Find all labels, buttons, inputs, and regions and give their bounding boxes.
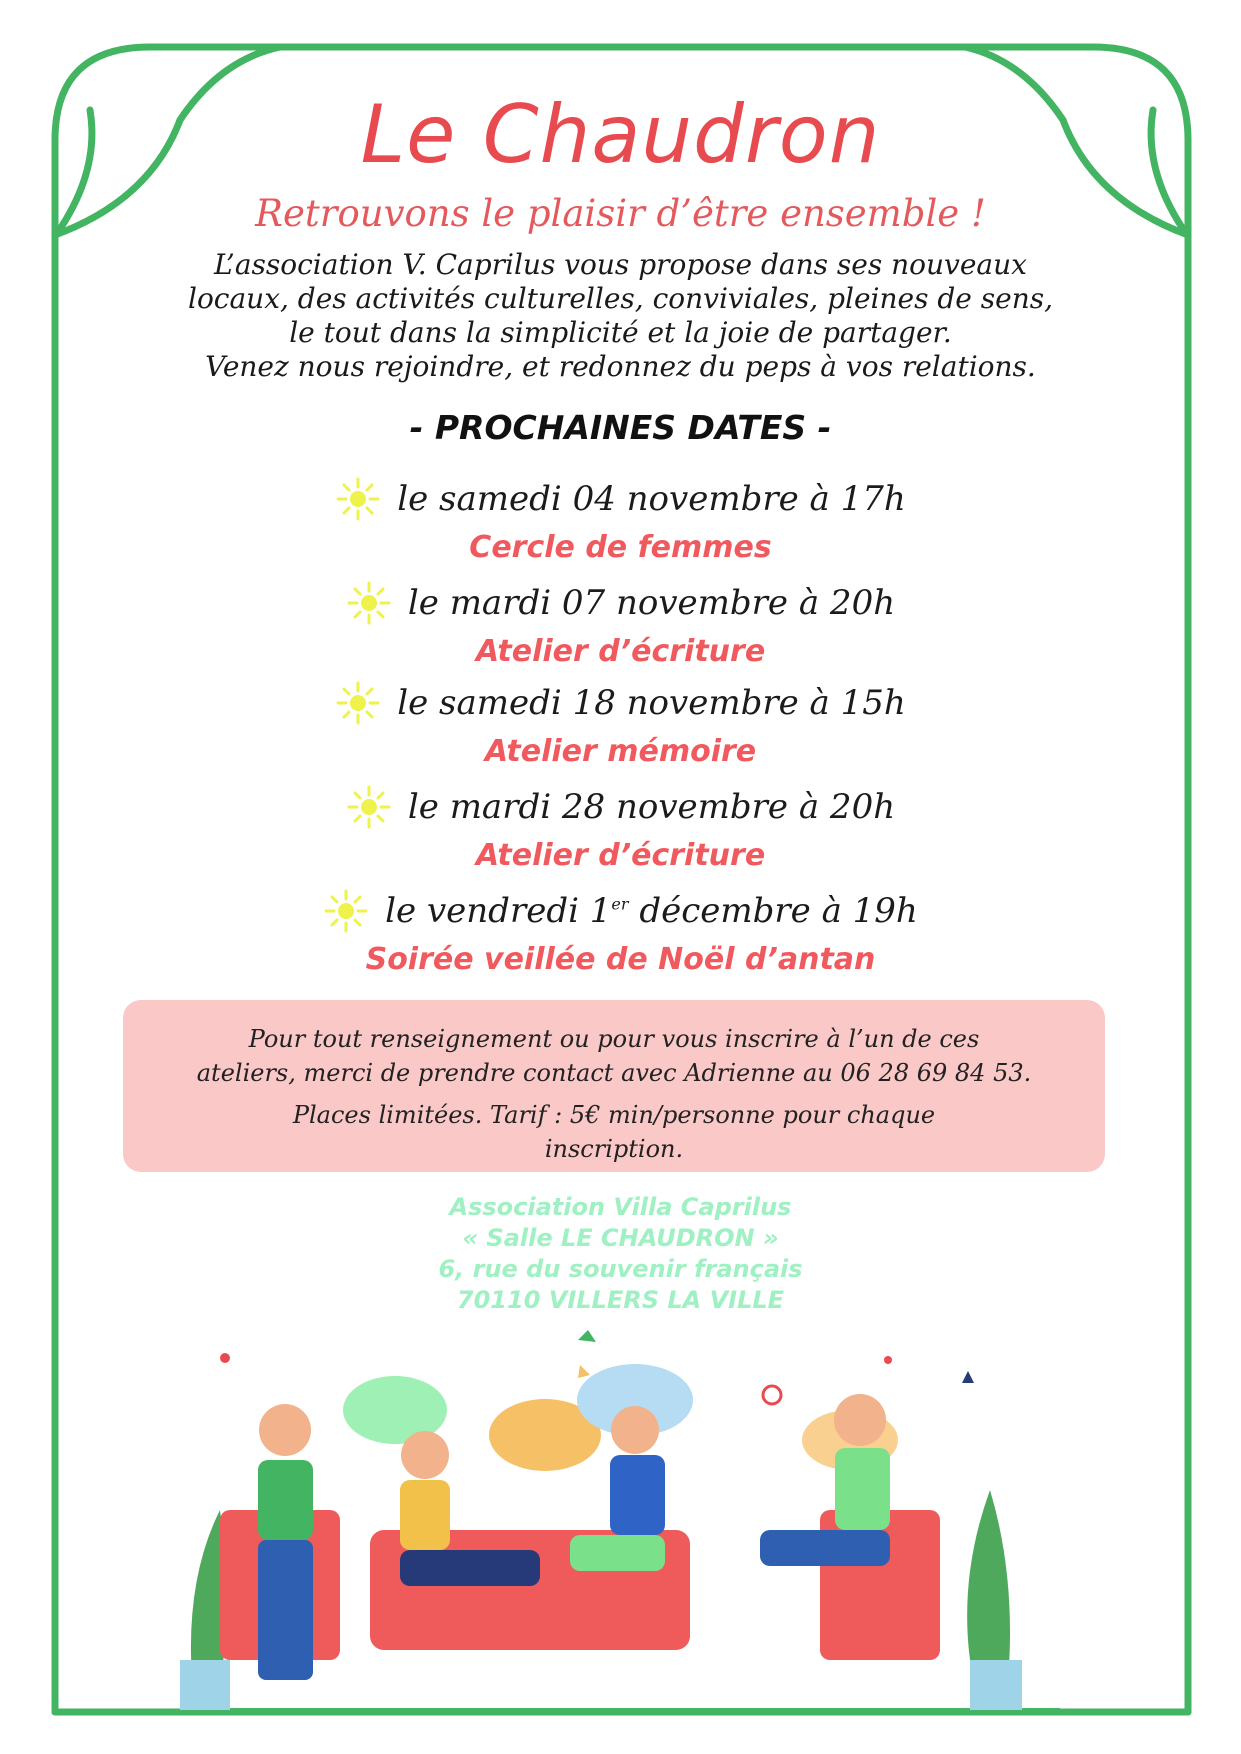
intro-line: Venez nous rejoindre, et redonnez du peps à vos relations. (205, 350, 1036, 383)
intro-line: locaux, des activités culturelles, conviviales, pleines de sens, (187, 282, 1053, 315)
event-item (0, 888, 1241, 977)
event-date (385, 891, 918, 931)
event-date-prefix: le vendredi 1 (385, 891, 612, 931)
event-item (0, 476, 1241, 565)
intro-line: L’association V. Caprilus vous propose dans ses nouveaux (214, 248, 1027, 281)
event-date-line (335, 476, 906, 522)
event-item (0, 680, 1241, 769)
sun-icon (346, 580, 392, 626)
event-date: le samedi 04 novembre à 17h (397, 479, 906, 519)
event-date-line (346, 580, 895, 626)
info-box (123, 1000, 1105, 1172)
event-date: le mardi 28 novembre à 20h (407, 787, 896, 827)
event-date-line (346, 784, 895, 830)
info-line: inscription. (544, 1135, 684, 1163)
address-line: Association Villa Caprilus (449, 1193, 792, 1221)
info-line: Pour tout renseignement ou pour vous inscrire à l’un de ces (248, 1025, 980, 1053)
sun-icon (323, 888, 369, 934)
address-line: 70110 VILLERS LA VILLE (456, 1286, 785, 1314)
event-activity: Cercle de femmes (469, 530, 772, 565)
address-line: 6, rue du souvenir français (438, 1255, 803, 1283)
page-title: Le Chaudron (360, 88, 881, 181)
section-title: - PROCHAINES DATES - (409, 408, 832, 447)
event-activity: Soirée veillée de Noël d’antan (365, 942, 876, 977)
people-conversation-illustration (180, 1330, 1060, 1730)
address-block (0, 1192, 1241, 1316)
sun-icon (346, 784, 392, 830)
event-date-line (335, 680, 906, 726)
page-subtitle: Retrouvons le plaisir d’être ensemble ! (255, 192, 986, 235)
intro-line: le tout dans la simplicité et la joie de partager. (289, 316, 952, 349)
event-date-superscript: er (611, 894, 629, 914)
info-line: Places limitées. Tarif : 5€ min/personne pour chaque (292, 1101, 936, 1129)
event-item (0, 784, 1241, 873)
event-activity: Atelier d’écriture (475, 838, 766, 873)
event-date-suffix: décembre à 19h (628, 891, 918, 931)
address-line: « Salle LE CHAUDRON » (462, 1224, 779, 1252)
sun-icon (335, 680, 381, 726)
info-line: ateliers, merci de prendre contact avec Adrienne au 06 28 69 84 53. (196, 1059, 1032, 1087)
event-activity: Atelier mémoire (484, 734, 757, 769)
event-date: le samedi 18 novembre à 15h (397, 683, 906, 723)
event-activity: Atelier d’écriture (475, 634, 766, 669)
intro-paragraph (110, 248, 1131, 384)
sun-icon (335, 476, 381, 522)
event-date: le mardi 07 novembre à 20h (407, 583, 896, 623)
event-item (0, 580, 1241, 669)
event-date-line (323, 888, 918, 934)
